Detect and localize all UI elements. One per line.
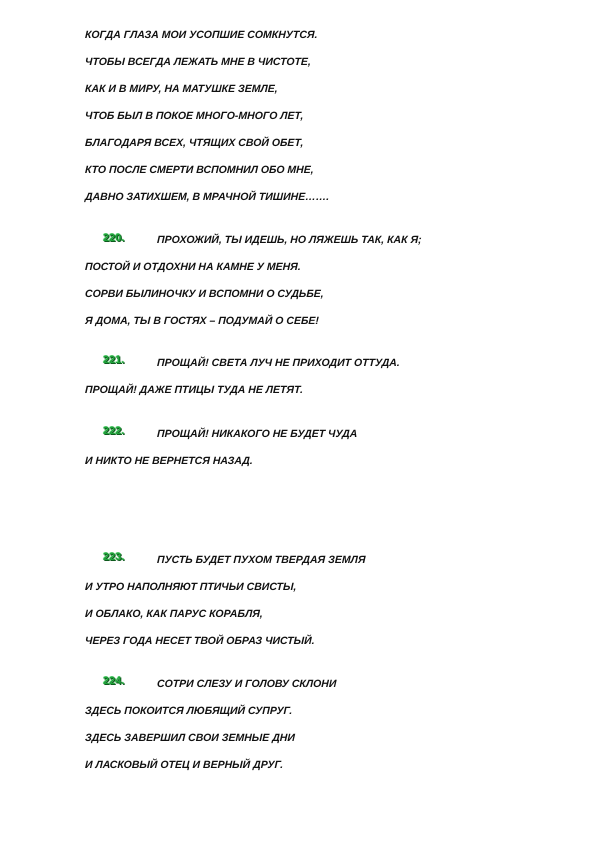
- verse-line: Я ДОМА, ТЫ В ГОСТЯХ – ПОДУМАЙ О СЕБЕ!: [84, 315, 320, 327]
- verse-line: ЗДЕСЬ ЗАВЕРШИЛ СВОИ ЗЕМНЫЕ ДНИ: [84, 732, 296, 744]
- verse-line: ЧТОБЫ ВСЕГДА ЛЕЖАТЬ МНЕ В ЧИСТОТЕ,: [84, 56, 312, 68]
- verse-line: И ОБЛАКО, КАК ПАРУС КОРАБЛЯ,: [84, 608, 264, 620]
- verse-line: ЧТОБ БЫЛ В ПОКОЕ МНОГО-МНОГО ЛЕТ,: [84, 110, 304, 122]
- verse-line: СОТРИ СЛЕЗУ И ГОЛОВУ СКЛОНИ: [156, 678, 337, 690]
- verse-line: ЗДЕСЬ ПОКОИТСЯ ЛЮБЯЩИЙ СУПРУГ.: [84, 705, 293, 717]
- verse-line: КОГДА ГЛАЗА МОИ УСОПШИЕ СОМКНУТСЯ.: [84, 29, 318, 41]
- verse-number: 224.: [103, 675, 125, 687]
- verse-line: И УТРО НАПОЛНЯЮТ ПТИЧЬИ СВИСТЫ,: [84, 581, 297, 593]
- verse-number: 221.: [103, 354, 125, 366]
- verse-line: ПРОХОЖИЙ, ТЫ ИДЕШЬ, НО ЛЯЖЕШЬ ТАК, КАК Я;: [156, 234, 422, 246]
- verse-line: БЛАГОДАРЯ ВСЕХ, ЧТЯЩИХ СВОЙ ОБЕТ,: [84, 137, 304, 149]
- verse-line: ЧЕРЕЗ ГОДА НЕСЕТ ТВОЙ ОБРАЗ ЧИСТЫЙ.: [84, 635, 315, 647]
- verse-line: ПРОЩАЙ! ДАЖЕ ПТИЦЫ ТУДА НЕ ЛЕТЯТ.: [84, 384, 304, 396]
- verse-line: КТО ПОСЛЕ СМЕРТИ ВСПОМНИЛ ОБО МНЕ,: [84, 164, 314, 176]
- verse-line: И НИКТО НЕ ВЕРНЕТСЯ НАЗАД.: [84, 455, 253, 467]
- verse-number: 223.: [103, 551, 125, 563]
- verse-line: ПРОЩАЙ! СВЕТА ЛУЧ НЕ ПРИХОДИТ ОТТУДА.: [156, 357, 400, 369]
- verse-number: 220.: [103, 232, 125, 244]
- verse-line: ПОСТОЙ И ОТДОХНИ НА КАМНЕ У МЕНЯ.: [84, 261, 301, 273]
- verse-line: КАК И В МИРУ, НА МАТУШКЕ ЗЕМЛЕ,: [84, 83, 278, 95]
- verse-line: ПРОЩАЙ! НИКАКОГО НЕ БУДЕТ ЧУДА: [156, 428, 358, 440]
- verse-line: СОРВИ БЫЛИНОЧКУ И ВСПОМНИ О СУДЬБЕ,: [84, 288, 324, 300]
- verse-line: ПУСТЬ БУДЕТ ПУХОМ ТВЕРДАЯ ЗЕМЛЯ: [156, 554, 366, 566]
- verse-line: ДАВНО ЗАТИХШЕМ, В МРАЧНОЙ ТИШИНЕ…….: [84, 191, 330, 203]
- verse-number: 222.: [103, 425, 125, 437]
- verse-line: И ЛАСКОВЫЙ ОТЕЦ И ВЕРНЫЙ ДРУГ.: [84, 759, 284, 771]
